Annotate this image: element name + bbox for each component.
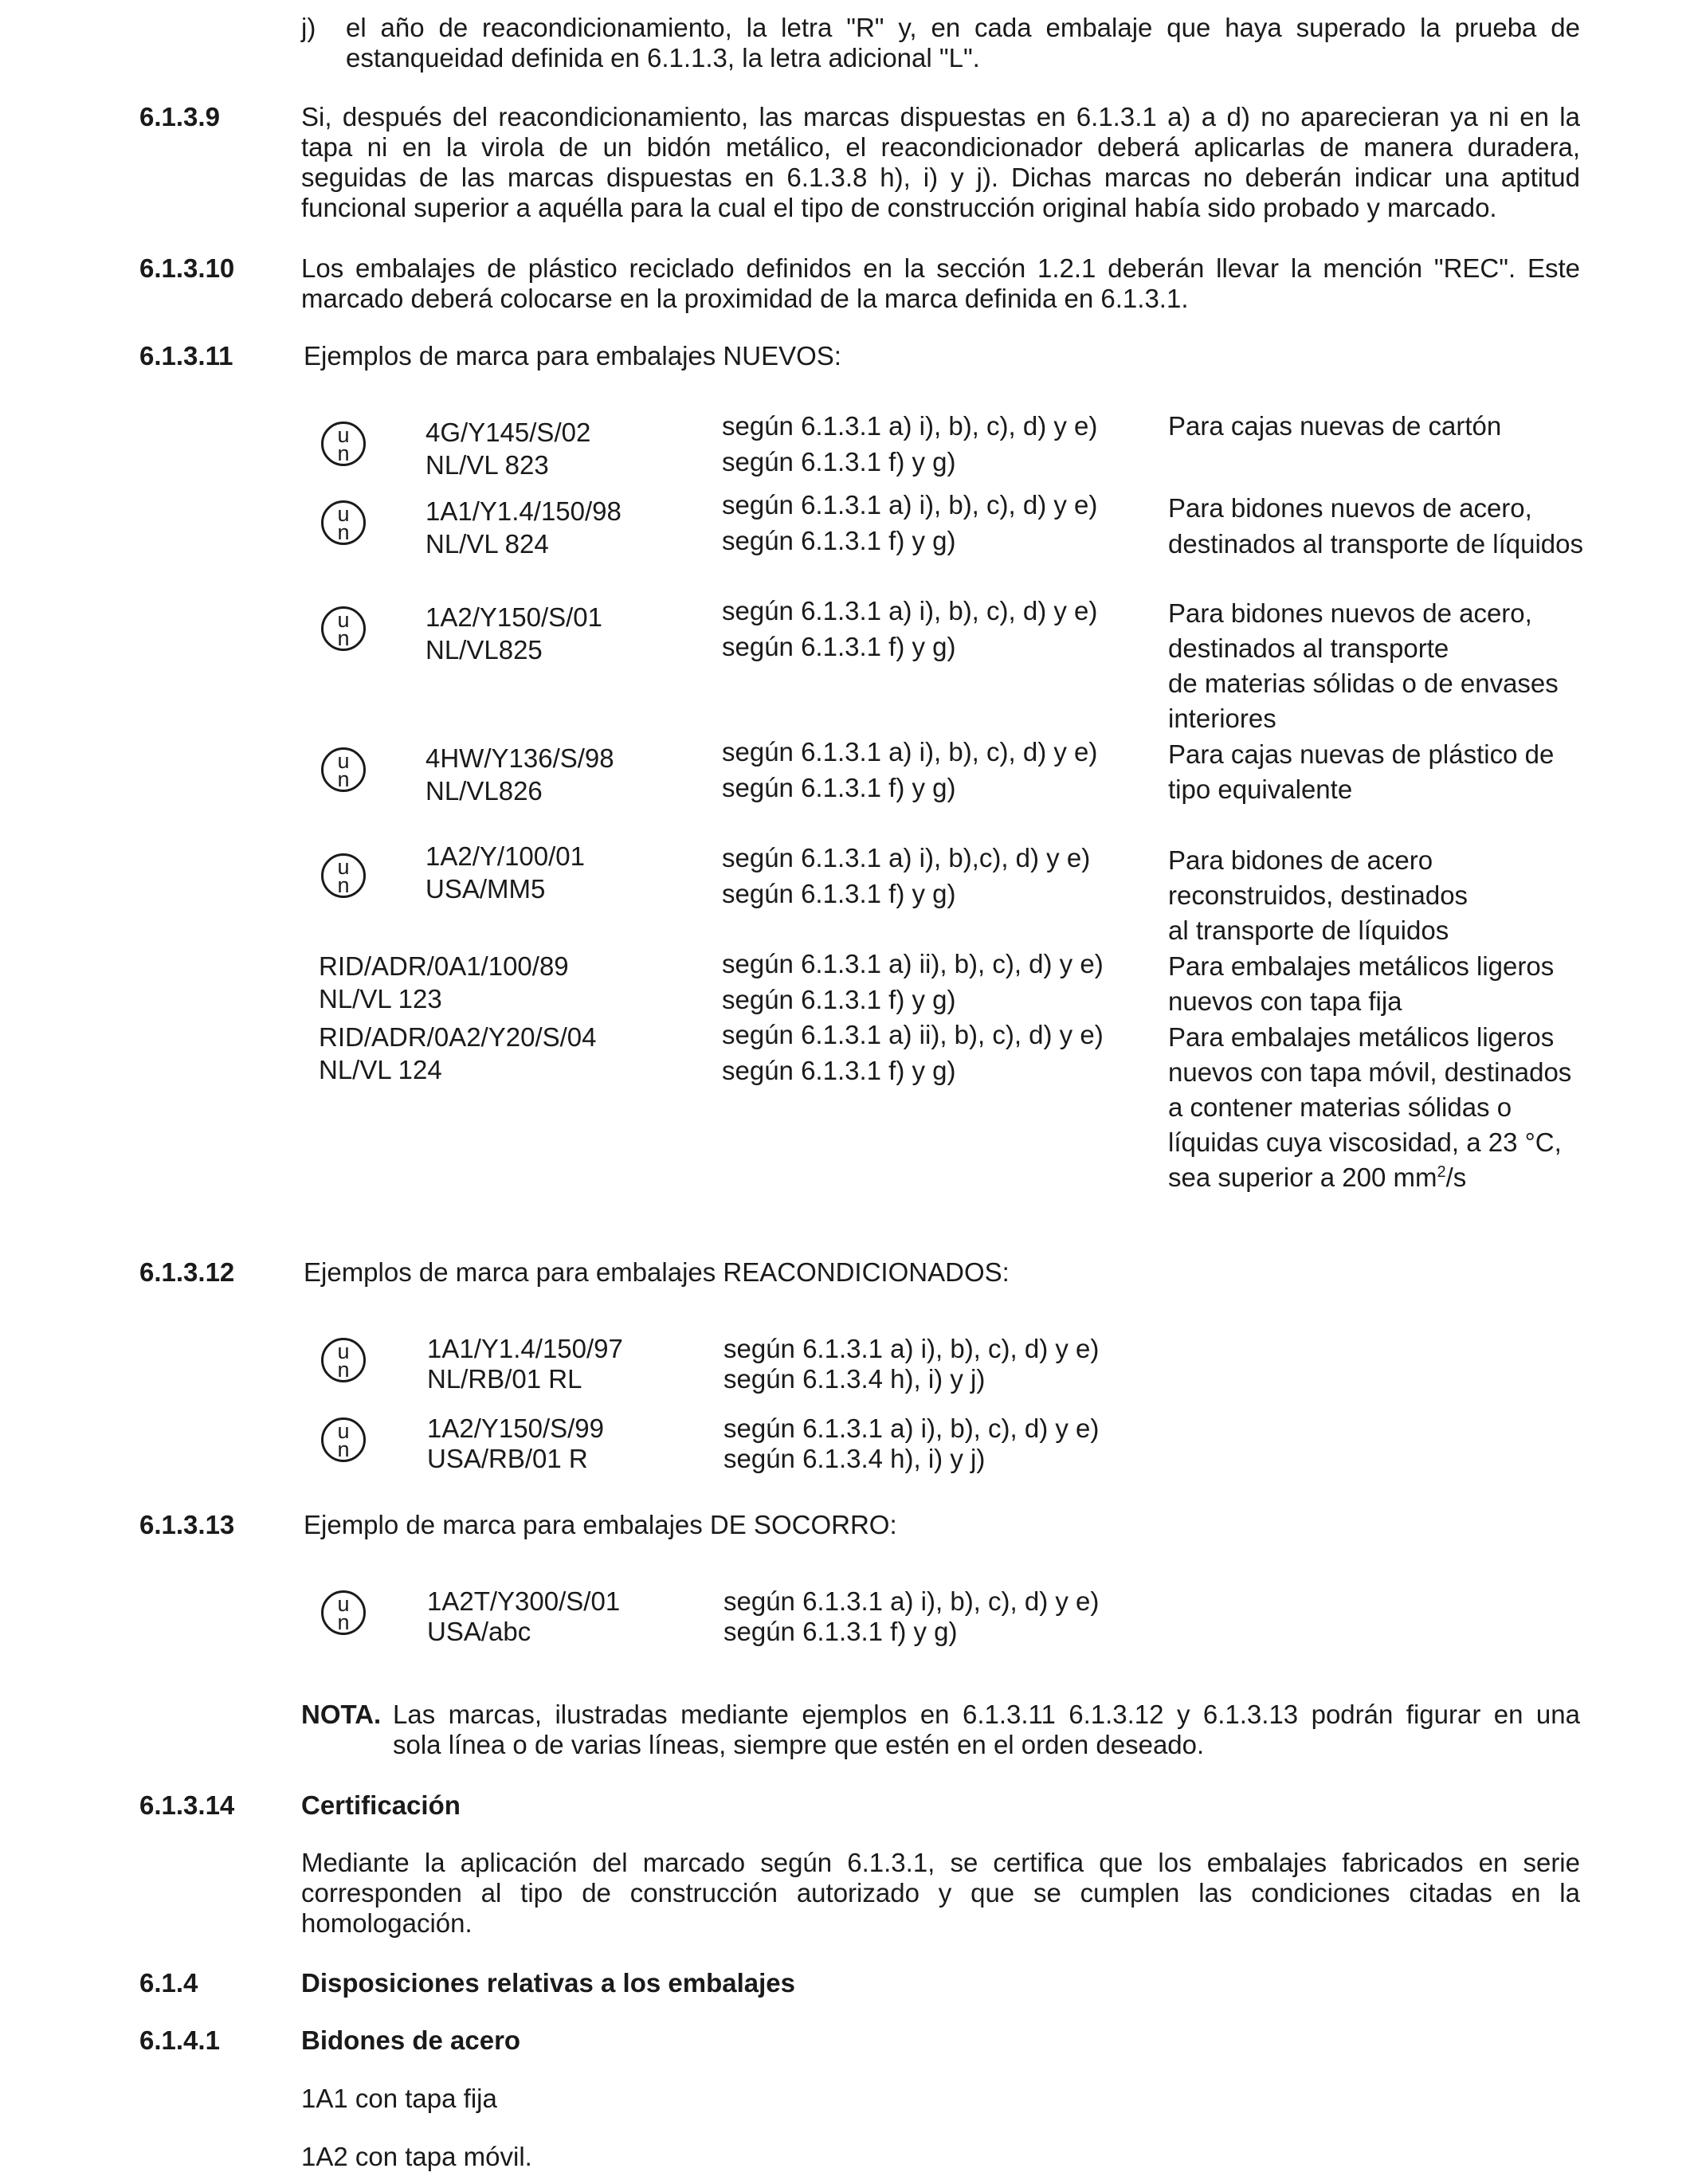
mark-reference: según 6.1.3.1 a) i), b), c), d) y e) según 6.1.3.1 f) y g) xyxy=(722,737,1098,802)
mark-description: Para cajas nuevas de cartón xyxy=(1168,411,1502,441)
mark-description: Para embalajes metálicos ligeros nuevos con tapa fija xyxy=(1168,951,1555,1016)
un-symbol-icon: u n xyxy=(321,1338,366,1382)
mark-reference: según 6.1.3.1 a) i), b),c), d) y e) según 6.1.3.1 f) y g) xyxy=(722,843,1091,908)
mark-reference: según 6.1.3.1 a) i), b), c), d) y e) según 6.1.3.1 f) y g) xyxy=(722,411,1098,476)
note-line2: sola línea o de varias líneas, siempre que estén en el orden deseado. xyxy=(393,1730,1205,1759)
item-j-line1: el año de reacondicionamiento, la letra "R" y, en cada embalaje que haya superado la prueba de xyxy=(346,13,1580,42)
section-number-61313: 6.1.3.13 xyxy=(139,1510,235,1539)
mark-reference: según 6.1.3.1 a) i), b), c), d) y e) según 6.1.3.1 f) y g) xyxy=(722,490,1098,555)
mark-code: 1A2/Y/100/01 USA/MM5 xyxy=(425,841,585,904)
section-text-6139: Si, después del reacondicionamiento, las marcas dispuestas en 6.1.3.1 a) a d) no aparecieran ya ni en la tapa ni en la virola de un bidón metálico, el reacondicionador deberá aplicarlas de manera duradera, seguidas de las marcas dispuestas en 6.1.3.8 h), i) y j). Dichas marcas no deberán indicar una aptitud funcional superior a aquélla para la cual el tipo de construcción original había sido probado y marcado. xyxy=(301,102,1580,222)
mark-code: 1A2/Y150/S/99 USA/RB/01 R xyxy=(427,1414,605,1473)
note-label: NOTA. xyxy=(301,1700,382,1729)
mark-description: Para bidones nuevos de acero, destinados al transporte de materias sólidas o de envases interiores xyxy=(1168,598,1559,733)
section-number-614: 6.1.4 xyxy=(139,1968,198,1998)
mark-reference: según 6.1.3.1 a) ii), b), c), d) y e) según 6.1.3.1 f) y g) xyxy=(722,949,1104,1014)
section-number-61314: 6.1.3.14 xyxy=(139,1790,235,1820)
section-title-61313: Ejemplo de marca para embalajes DE SOCORRO: xyxy=(304,1510,897,1539)
drum-type-1a2: 1A2 con tapa móvil. xyxy=(301,2142,532,2171)
section-title-61312: Ejemplos de marca para embalajes REACONDICIONADOS: xyxy=(304,1257,1010,1287)
mark-code: RID/ADR/0A1/100/89 NL/VL 123 xyxy=(319,951,569,1014)
mark-description: Para bidones nuevos de acero, destinados al transporte de líquidos xyxy=(1168,493,1584,559)
mark-code: 1A1/Y1.4/150/98 NL/VL 824 xyxy=(425,496,622,559)
section-title-6141: Bidones de acero xyxy=(301,2025,521,2055)
un-symbol-icon: u n xyxy=(321,606,366,651)
section-text-61314: Mediante la aplicación del marcado según 6.1.3.1, se certifica que los embalajes fabricados en serie corresponden al tipo de construcción autorizado y que se cumplen las condiciones citadas en la homologación. xyxy=(301,1848,1580,1938)
section-number-61310: 6.1.3.10 xyxy=(139,253,235,283)
mark-description: Para bidones de acero reconstruidos, destinados al transporte de líquidos xyxy=(1168,845,1469,945)
note-text xyxy=(393,1700,1580,1760)
mark-reference: según 6.1.3.1 a) i), b), c), d) y e) según 6.1.3.1 f) y g) xyxy=(723,1586,1100,1646)
un-symbol-icon: u n xyxy=(321,853,366,898)
mark-code: 1A2/Y150/S/01 NL/VL825 xyxy=(425,602,603,665)
mark-reference: según 6.1.3.1 a) i), b), c), d) y e) según 6.1.3.4 h), i) y j) xyxy=(723,1414,1100,1473)
mark-code: 4HW/Y136/S/98 NL/VL826 xyxy=(425,743,614,806)
mark-reference: según 6.1.3.1 a) i), b), c), d) y e) según 6.1.3.4 h), i) y j) xyxy=(723,1334,1100,1394)
mark-code: 1A2T/Y300/S/01 USA/abc xyxy=(427,1586,621,1646)
section-number-61311: 6.1.3.11 xyxy=(139,341,233,371)
mark-code: 1A1/Y1.4/150/97 NL/RB/01 RL xyxy=(427,1334,623,1394)
un-symbol-icon: u n xyxy=(321,500,366,545)
un-symbol-icon: u n xyxy=(321,1417,366,1462)
mark-reference: según 6.1.3.1 a) i), b), c), d) y e) según 6.1.3.1 f) y g) xyxy=(722,596,1098,661)
mark-description: Para embalajes metálicos ligeros nuevos con tapa móvil, destinados a contener materias sólidas o líquidas cuya viscosidad, a 23 °C, sea superior a 200 $mm^2/s$ xyxy=(1168,1022,1572,1192)
section-number-6141: 6.1.4.1 xyxy=(139,2025,220,2055)
drum-type-1a1: 1A1 con tapa fija xyxy=(301,2084,497,2113)
mark-description: Para cajas nuevas de plástico de tipo equivalente xyxy=(1168,739,1555,804)
section-title-61314: Certificación xyxy=(301,1790,461,1820)
section-number-6139: 6.1.3.9 xyxy=(139,102,220,131)
section-title-61311: Ejemplos de marca para embalajes NUEVOS: xyxy=(304,341,841,371)
item-j-label: j) xyxy=(301,13,316,42)
section-title-614: Disposiciones relativas a los embalajes xyxy=(301,1968,795,1998)
mark-code: RID/ADR/0A2/Y20/S/04 NL/VL 124 xyxy=(319,1022,597,1084)
un-symbol-icon: u n xyxy=(321,422,366,466)
un-symbol-icon: u n xyxy=(321,1590,366,1635)
un-symbol-icon: u n xyxy=(321,747,366,792)
item-j-line2: estanqueidad definida en 6.1.1.3, la letra adicional "L". xyxy=(346,43,980,73)
mark-reference: según 6.1.3.1 a) ii), b), c), d) y e) según 6.1.3.1 f) y g) xyxy=(722,1020,1104,1085)
mark-code: 4G/Y145/S/02 NL/VL 823 xyxy=(425,418,591,480)
section-number-61312: 6.1.3.12 xyxy=(139,1257,235,1287)
note-line1: Las marcas, ilustradas mediante ejemplos en 6.1.3.11 6.1.3.12 y 6.1.3.13 podrán figurar en una xyxy=(393,1700,1580,1729)
item-j-text xyxy=(346,13,1580,73)
section-text-61310: Los embalajes de plástico reciclado definidos en la sección 1.2.1 deberán llevar la mención "REC". Este marcado deberá colocarse en la proximidad de la marca definida en 6.1.3.1. xyxy=(301,253,1580,313)
